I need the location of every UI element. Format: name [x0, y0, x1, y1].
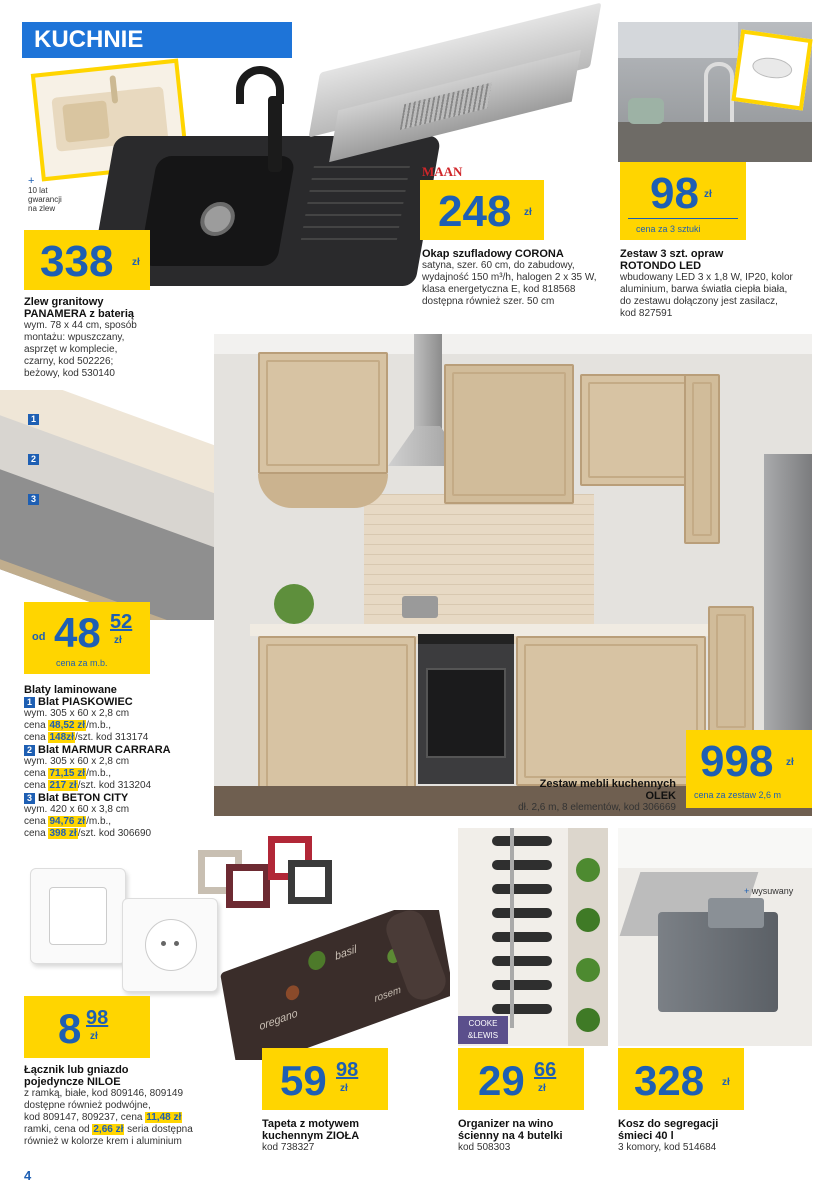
led-light-thumbnail [731, 29, 812, 110]
cooke-lewis-logo: COOKE &LEWIS [458, 1016, 508, 1044]
section-header: KUCHNIE [22, 22, 292, 58]
worktops-description: Blaty laminowane 1 Blat PIASKOWIEC wym. 305 x 60 x 2,8 cm cena 48,52 zł/m.b., cena 148zł/szt. kod 313174 2 Blat MARMUR CARRARA wym. 305 x 60 x 2,8 cm cena 71,15 zł/m.b., cena 217 zł/szt. kod 313204 3 Blat BETON CITY wym. 420 x 60 x 3,8 cm cena 94,76 zł/m.b., cena 398 zł/szt. kod 306690 [24, 684, 214, 840]
light-switch [30, 868, 126, 964]
wine-description: Organizer na wino ścienny na 4 butelki kod 508303 [458, 1118, 563, 1153]
wallpaper-price-tag: 59 98 zł [262, 1048, 388, 1110]
page-number: 4 [24, 1168, 32, 1183]
switch-description: Łącznik lub gniazdo pojedyncze NILOE z ramką, białe, kod 809146, 809149 dostępne również podwójne, kod 809147, 809237, cena 11,48 zł ramki, cena od 2,66 zł seria dostępna również w kolorze krem i aluminium [24, 1064, 193, 1147]
kitchen-description: Zestaw mebli kuchennych OLEK dł. 2,6 m, 8 elementów, kod 306669 [518, 778, 676, 813]
bin-image [618, 828, 812, 1046]
switch-price-tag: 8 98 zł [24, 996, 150, 1058]
hood-brand: MAAN [422, 164, 463, 179]
worktop-item: 3 Blat BETON CITY wym. 420 x 60 x 3,8 cm cena 94,76 zł/m.b., cena 398 zł/szt. kod 306690 [24, 792, 152, 839]
sink-description: Zlew granitowy PANAMERA z baterią wym. 78 x 44 cm, sposób montażu: wpuszczany, asprzęt w komplecie, czarny, kod 502226; beżowy, kod 530140 [24, 296, 137, 379]
hood-price-tag: 248 zł [420, 180, 544, 240]
sink-price-tag: 338 zł [24, 230, 150, 290]
plus-icon: + [744, 886, 752, 896]
switch-image [30, 868, 220, 992]
oven [418, 634, 514, 784]
wine-organizer-image [458, 828, 608, 1046]
cooker-hood-image [300, 10, 610, 160]
faucet [222, 66, 292, 166]
worktop-item: 1 Blat PIASKOWIEC wym. 305 x 60 x 2,8 cm cena 48,52 zł/m.b., cena 148zł/szt. kod 313174 [24, 696, 149, 743]
hood-description: Okap szufladowy CORONA satyna, szer. 60 cm, do zabudowy, wydajność 150 m³/h, halogen 2 x 35 W, klasa energetyczna E, kod 818568 dostępna również szer. 50 cm [422, 248, 597, 307]
lights-description: Zestaw 3 szt. opraw ROTONDO LED wbudowany LED 3 x 1,8 W, IP20, kolor aluminium, barwa światła ciepła biała, do zestawu dołączony jest zasilacz, kod 827591 [620, 248, 793, 319]
wallpaper-image: basil oregano rosem [206, 910, 450, 1060]
plus-icon: + [28, 175, 35, 187]
guarantee-note: + 10 lat gwarancji na zlew [28, 175, 62, 213]
worktop-item: 2 Blat MARMUR CARRARA wym. 305 x 60 x 2,8 cm cena 71,15 zł/m.b., cena 217 zł/szt. kod 313204 [24, 744, 171, 791]
wine-price-tag: 29 66 zł [458, 1048, 584, 1110]
wallpaper-description: Tapeta z motywem kuchennym ZIOŁA kod 738327 [262, 1118, 360, 1153]
kitchen-price-tag: 998 zł cena za zestaw 2,6 m [686, 730, 812, 808]
worktop-price-tag: od 48 52 zł cena za m.b. [24, 602, 150, 674]
lights-price-tag: 98 zł cena za 3 sztuki [620, 162, 746, 240]
bin-tag: + wysuwany [744, 886, 794, 896]
socket [122, 898, 218, 992]
bin-price-tag: 328 zł [618, 1048, 744, 1110]
bin-description: Kosz do segregacji śmieci 40 l 3 komory, kod 514684 [618, 1118, 719, 1153]
